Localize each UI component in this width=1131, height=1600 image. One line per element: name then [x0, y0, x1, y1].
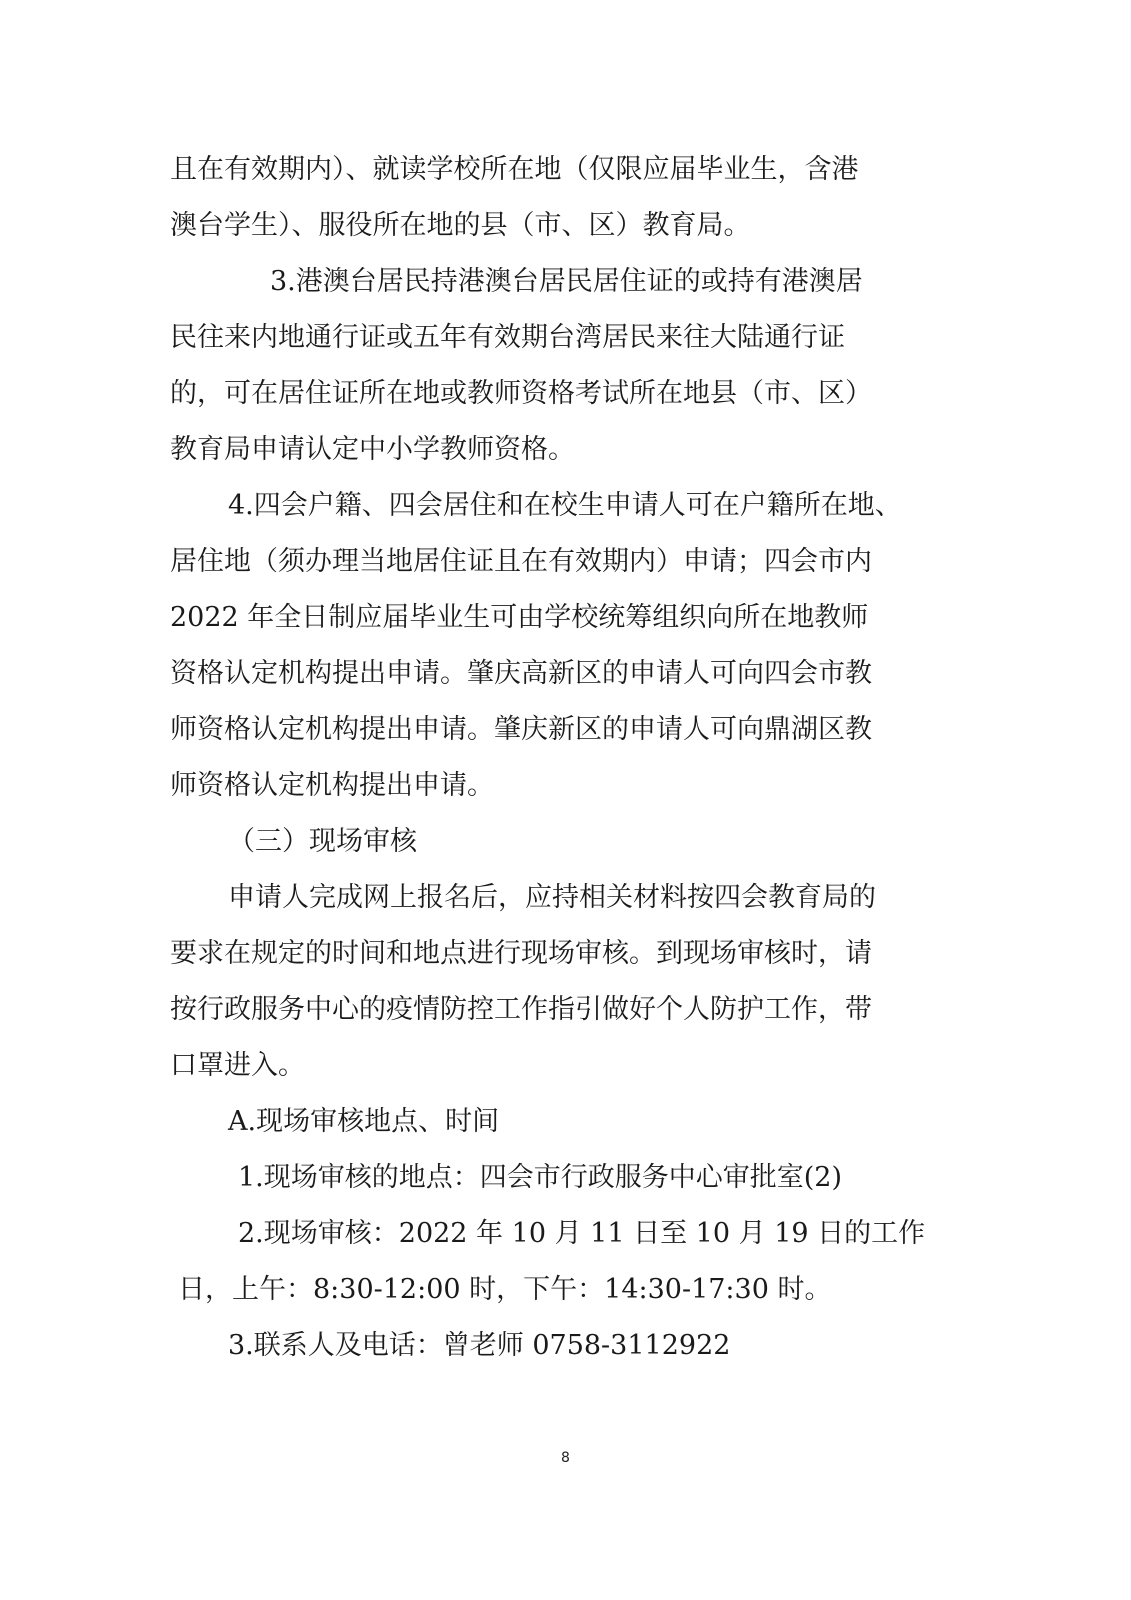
body-line-14: 申请人完成网上报名后，应持相关材料按四会教育局的 — [228, 882, 876, 913]
body-line-15: 要求在规定的时间和地点进行现场审核。到现场审核时，请 — [170, 938, 872, 969]
body-line-16: 按行政服务中心的疫情防控工作指引做好个人防护工作，带 — [170, 994, 872, 1025]
body-line-22: 3.联系人及电话：曾老师 0758-3112922 — [228, 1330, 731, 1361]
body-line-5: 的，可在居住证所在地或教师资格考试所在地县（市、区） — [170, 378, 872, 409]
page-number: 8 — [561, 1450, 570, 1466]
body-line-1: 且在有效期内）、就读学校所在地（仅限应届毕业生，含港 — [170, 154, 859, 185]
body-line-21: 日，上午：8:30-12:00 时，下午：14:30-17:30 时。 — [178, 1274, 832, 1305]
body-line-6: 教育局申请认定中小学教师资格。 — [170, 434, 575, 465]
body-line-3: 3.港澳台居民持港澳台居民居住证的或持有港澳居 — [270, 266, 863, 297]
body-line-19: 1.现场审核的地点：四会市行政服务中心审批室(2) — [238, 1162, 843, 1193]
body-line-8: 居住地（须办理当地居住证且在有效期内）申请；四会市内 — [170, 546, 872, 577]
body-line-17: 口罩进入。 — [170, 1050, 305, 1081]
body-line-20: 2.现场审核：2022 年 10 月 11 日至 10 月 19 日的工作 — [238, 1218, 926, 1249]
body-line-11: 师资格认定机构提出申请。肇庆新区的申请人可向鼎湖区教 — [170, 714, 872, 745]
body-line-9: 2022 年全日制应届毕业生可由学校统筹组织向所在地教师 — [170, 602, 869, 633]
body-line-7: 4.四会户籍、四会居住和在校生申请人可在户籍所在地、 — [228, 490, 902, 521]
section-heading: （三）现场审核 — [228, 826, 417, 857]
body-line-10: 资格认定机构提出申请。肇庆高新区的申请人可向四会市教 — [170, 658, 872, 689]
body-line-2: 澳台学生）、服役所在地的县（市、区）教育局。 — [170, 210, 751, 241]
body-line-12: 师资格认定机构提出申请。 — [170, 770, 494, 801]
body-line-4: 民往来内地通行证或五年有效期台湾居民来往大陆通行证 — [170, 322, 845, 353]
subsection-heading: A.现场审核地点、时间 — [228, 1106, 500, 1137]
